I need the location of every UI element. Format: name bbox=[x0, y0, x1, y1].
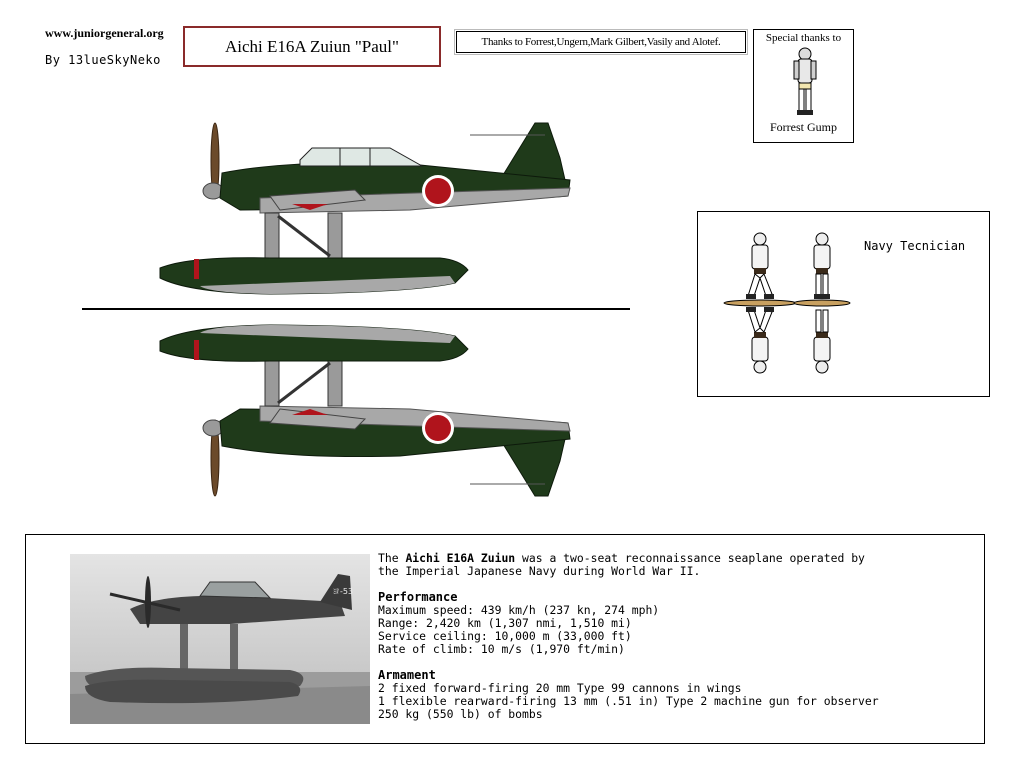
armament-line: 2 fixed forward-firing 20 mm Type 99 cannons in wings bbox=[378, 681, 742, 695]
intro-aircraft-name: Aichi E16A Zuiun bbox=[405, 551, 516, 565]
special-thanks-label: Special thanks to bbox=[765, 32, 842, 44]
page-title bbox=[183, 26, 441, 67]
aircraft-side-view-top bbox=[150, 118, 580, 303]
special-thanks-box bbox=[753, 29, 854, 143]
author-credit: By 13lueSkyNeko bbox=[45, 53, 161, 67]
special-thanks-name: Forrest Gump bbox=[770, 120, 837, 134]
aircraft-photo bbox=[70, 554, 370, 724]
technician-figures-icon bbox=[722, 230, 862, 380]
info-text bbox=[378, 552, 978, 721]
performance-heading: Performance bbox=[378, 590, 458, 604]
view-divider-line bbox=[82, 308, 630, 310]
technician-label: Navy Tecnician bbox=[864, 239, 966, 253]
thanks-text: Thanks to Forrest,Ungern,Mark Gilbert,Vasily and Alotef. bbox=[481, 36, 721, 48]
intro-description: was a two-seat reconnaissance seaplane operated by the Imperial Japanese Navy during World War II. bbox=[378, 551, 865, 578]
site-url: www.juniorgeneral.org bbox=[45, 26, 164, 40]
armament-line: 250 kg (550 lb) of bombs bbox=[378, 707, 543, 721]
title-text: Aichi E16A Zuiun "Paul" bbox=[225, 36, 399, 56]
performance-line: Range: 2,420 km (1,307 nmi, 1,510 mi) bbox=[378, 616, 632, 630]
aircraft-side-view-bottom bbox=[150, 316, 580, 501]
photo-tail-code: ヨ-53 bbox=[332, 587, 354, 596]
performance-line: Maximum speed: 439 km/h (237 kn, 274 mph) bbox=[378, 603, 660, 617]
soldier-figure-icon bbox=[790, 46, 820, 120]
thanks-note bbox=[456, 31, 746, 53]
armament-line: 1 flexible rearward-firing 13 mm (.51 in) Type 2 machine gun for observer bbox=[378, 694, 879, 708]
performance-line: Rate of climb: 10 m/s (1,970 ft/min) bbox=[378, 642, 625, 656]
armament-heading: Armament bbox=[378, 668, 436, 682]
navy-technician-box bbox=[697, 211, 990, 397]
performance-line: Service ceiling: 10,000 m (33,000 ft) bbox=[378, 629, 632, 643]
intro-prefix: The bbox=[378, 551, 406, 565]
info-panel bbox=[25, 534, 985, 744]
